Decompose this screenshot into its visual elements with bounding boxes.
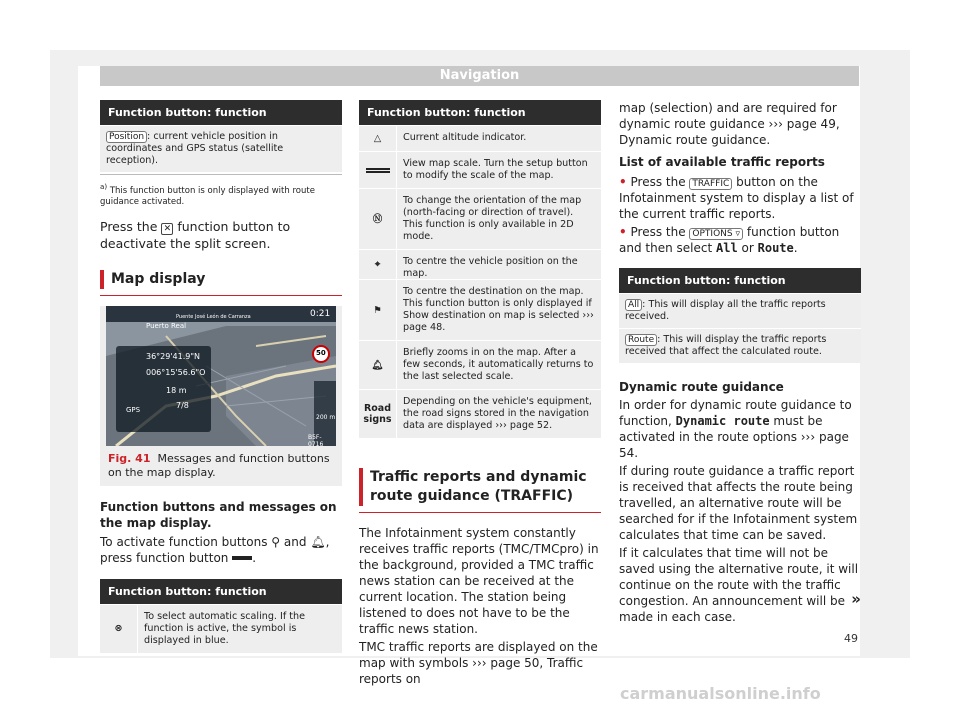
map-scale-icon [359, 152, 397, 188]
figure-caption: Fig. 41 Messages and function buttons on the map display. [108, 451, 330, 479]
table-heading: Function button: function [100, 579, 342, 604]
table-row: All : This will display all the traffic reports received. [625, 299, 826, 322]
footnote: $^{a)}$ This function button is only displayed with route guidance activated. [100, 182, 315, 207]
page-number: 49 [844, 632, 858, 645]
bullet-options-button: • Press the OPTIONS ▿ function button and then select All or Route. [619, 225, 840, 255]
altitude-icon: △ [359, 126, 397, 151]
chevron-down-icon: ▿ [735, 229, 741, 239]
auto-zoom-icon: ⊗ [100, 605, 138, 653]
table-row: ⌖ To centre the vehicle position on the map. [359, 249, 601, 279]
table-heading: Function button: function [619, 268, 861, 293]
map-graphic [106, 306, 336, 446]
map-latitude: 36°29'41.9"N [146, 351, 201, 361]
function-table-map [359, 100, 601, 438]
map-road: Puente José León de Carranza [176, 313, 251, 320]
compass-icon: Ⓝ [359, 189, 397, 249]
search-icon: ⚲ [271, 534, 281, 549]
vehicle-position-icon: ⌖ [359, 250, 397, 279]
table-heading: Function button: function [359, 100, 601, 125]
map-time: 0:21 [310, 308, 331, 319]
route-button[interactable]: Route [625, 334, 657, 346]
destination-icon: ⚑ [359, 280, 397, 340]
map-gps: GPS [126, 405, 141, 414]
section-map-display [100, 270, 342, 296]
options-button[interactable]: OPTIONS ▿ [689, 228, 743, 240]
heading-function-buttons: Function buttons and messages on the map display. [100, 499, 337, 530]
all-button[interactable]: All [625, 299, 642, 311]
table-row: Position : current vehicle position in coordinates and GPS status (satellite reception). [106, 131, 284, 166]
map-satellites: 7/8 [176, 400, 189, 410]
paragraph-alternative: If during route guidance a traffic report is received that affects the route being travelled, an alternative route will be searched for if the Infotainment system calculates that time can be saved. [619, 464, 858, 542]
table-row: View map scale. Turn the setup button to modify the scale of the map. [359, 151, 601, 188]
figure-41 [100, 306, 342, 486]
table-row: Ⓝ To change the orientation of the map (north-facing or direction of travel). This function is only available in 2D mode. [359, 188, 601, 249]
speed-limit: 50 [316, 348, 326, 357]
table-row: Road signs Depending on the vehicle's equipment, the road signs stored in the navigation data are displayed ››› page 52. [359, 389, 601, 438]
table-row: ⚑ To centre the destination on the map. This function button is only displayed if Show destination on map is selected ››› page 48. [359, 279, 601, 340]
section-traffic [359, 468, 601, 513]
table-row: Route : This will display the traffic reports received that affect the calculated route. [625, 334, 827, 357]
section-title: Map display [100, 270, 342, 289]
map-altitude: 18 m [166, 385, 187, 395]
table-row: 🔔︎ Briefly zooms in on the map. After a few seconds, it automatically returns to the last selected scale. [359, 340, 601, 389]
continued-arrow: » [851, 590, 861, 608]
paragraph-dynamic-route: In order for dynamic route guidance to function, Dynamic route must be activated in the route options ››› page 54. [619, 398, 852, 460]
bullet-traffic-button: • Press the TRAFFIC button on the Infotainment system to display a list of the current traffic reports. [619, 175, 854, 221]
map-longitude: 006°15'56.6"O [146, 367, 206, 377]
table-heading: Function button: function [100, 100, 342, 125]
road-signs-label: Road signs [359, 390, 397, 438]
traffic-button[interactable]: TRAFFIC [689, 178, 732, 190]
paragraph-tmc: The Infotainment system constantly receives traffic reports (TMC/TMCpro) in the background, provided a TMC traffic news station can be received at the current location. The station being listened to does not have to be the traffic news station. [359, 526, 599, 636]
figure-code: B5F-0716 [308, 433, 324, 446]
paragraph-map-selection: map (selection) and are required for dynamic route guidance ››› page 49, Dynamic route guidance. [619, 101, 840, 147]
paragraph-split-screen: Press the ✕ function button to deactivate the split screen. [100, 218, 291, 251]
column-middle [359, 100, 601, 687]
function-table-autoscale [100, 579, 342, 653]
map-screenshot [106, 306, 336, 446]
zoom-icon: 🔔︎ [359, 341, 397, 389]
paragraph-tmc-symbols: TMC traffic reports are displayed on the map with symbols ››› page 50, Traffic reports on [359, 640, 598, 686]
paragraph-announcement: If it calculates that time will not be saved using the alternative route, it will continue on the route with the traffic congestion. An announcement will be made in each case. [619, 546, 859, 624]
table-row: △ Current altitude indicator. [359, 125, 601, 151]
page-header: Navigation [100, 66, 859, 86]
map-scale: 200 m [316, 413, 336, 421]
zoom-icon: 🔔︎ [310, 534, 326, 549]
map-place: Puerto Real [146, 321, 187, 330]
column-right [619, 100, 861, 625]
function-table-position [100, 100, 342, 172]
position-button[interactable]: Position [106, 131, 147, 143]
watermark: carmanualsonline.info [620, 684, 821, 703]
map-scale-icon [232, 556, 252, 560]
paragraph-activate: To activate function buttons ⚲ and 🔔︎, press function button . [100, 534, 330, 565]
section-title: Traffic reports and dynamic route guidance (TRAFFIC) [359, 468, 601, 506]
table-row: ⊗ To select automatic scaling. If the function is active, the symbol is displayed in blue. [100, 604, 342, 653]
close-split-icon: ✕ [161, 223, 173, 235]
function-table-traffic [619, 268, 861, 363]
heading-traffic-list: List of available traffic reports [619, 155, 825, 169]
heading-dynamic-guidance: Dynamic route guidance [619, 380, 784, 394]
column-left [100, 100, 342, 653]
